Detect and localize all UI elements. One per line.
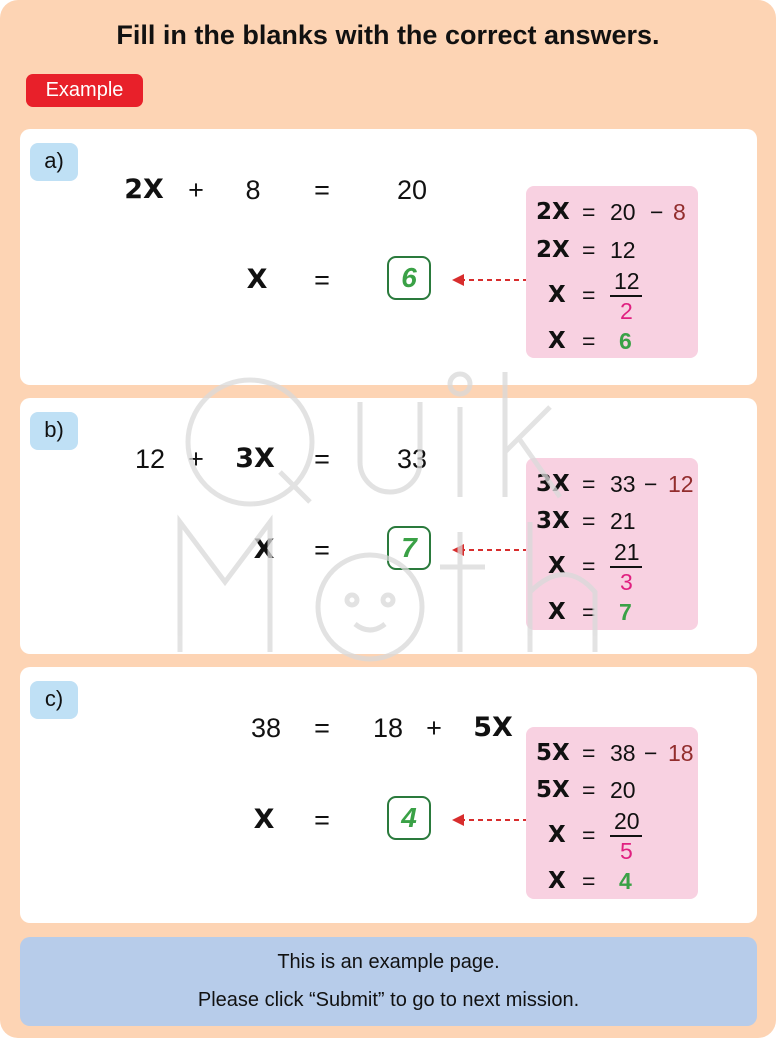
fraction-bar	[610, 295, 642, 297]
working-term: 38	[610, 740, 636, 766]
working-variable: X	[548, 868, 566, 894]
fraction-denominator: 3	[620, 569, 633, 595]
fraction-bar	[610, 835, 642, 837]
equation-term: 3X	[235, 443, 275, 474]
working-term: 12	[610, 237, 636, 263]
footer-line-1: This is an example page.	[277, 951, 500, 973]
fraction-bar	[610, 566, 642, 568]
working-panel	[526, 727, 698, 899]
fraction-numerator: 21	[614, 539, 640, 565]
working-operator: −	[650, 199, 664, 225]
problem-label: b)	[30, 412, 78, 450]
working-equals: =	[582, 599, 596, 625]
equation-term: 12	[134, 444, 166, 474]
working-equals: =	[582, 777, 596, 803]
working-term: 3X	[536, 508, 570, 534]
working-equals: =	[582, 553, 596, 579]
fraction-denominator: 2	[620, 298, 633, 324]
working-equals: =	[582, 868, 596, 894]
footer-line-2: Please click “Submit” to go to next mission.	[197, 989, 580, 1011]
problem-label: a)	[30, 143, 78, 181]
working-variable: X	[548, 822, 566, 848]
equation-term: 18	[372, 713, 404, 743]
working-operator: −	[644, 740, 658, 766]
working-panel	[526, 458, 698, 630]
working-equals: =	[582, 237, 596, 263]
example-badge: Example	[26, 74, 143, 107]
working-equals: =	[582, 199, 596, 225]
footer-notice	[20, 937, 757, 1026]
answer-equals: =	[314, 805, 330, 835]
answer-box[interactable]: 6	[387, 256, 431, 300]
equation-term: 20	[396, 175, 428, 205]
equation-equals: =	[314, 175, 330, 205]
working-term: 5X	[536, 777, 570, 803]
equation-equals: =	[314, 713, 330, 743]
working-result: 6	[619, 328, 632, 354]
working-variable: X	[548, 282, 566, 308]
answer-variable: X	[253, 534, 275, 565]
working-term: 2X	[536, 237, 570, 263]
answer-variable: X	[253, 804, 275, 835]
working-term: 33	[610, 471, 636, 497]
working-equals: =	[582, 822, 596, 848]
working-term: 5X	[536, 740, 570, 766]
fraction-numerator: 12	[614, 268, 640, 294]
working-term: 20	[610, 777, 636, 803]
fraction-numerator: 20	[614, 808, 640, 834]
equation-term: 8	[245, 175, 261, 205]
working-result: 7	[619, 599, 632, 625]
working-term: 20	[610, 199, 636, 225]
dashed-arrow-icon	[450, 813, 530, 827]
equation-operator: +	[188, 444, 204, 474]
equation-equals: =	[314, 444, 330, 474]
answer-box[interactable]: 7	[387, 526, 431, 570]
equation-operator: +	[426, 713, 442, 743]
answer-equals: =	[314, 535, 330, 565]
dashed-arrow-icon	[450, 543, 530, 557]
equation-term: 38	[250, 713, 282, 743]
working-result: 4	[619, 868, 632, 894]
working-variable: X	[548, 599, 566, 625]
problem-card-c	[20, 667, 757, 923]
fraction-denominator: 5	[620, 838, 633, 864]
working-equals: =	[582, 282, 596, 308]
answer-equals: =	[314, 265, 330, 295]
working-term: 3X	[536, 471, 570, 497]
working-equals: =	[582, 328, 596, 354]
problem-label: c)	[30, 681, 78, 719]
working-term: 21	[610, 508, 636, 534]
answer-box[interactable]: 4	[387, 796, 431, 840]
equation-operator: +	[188, 175, 204, 205]
working-equals: =	[582, 471, 596, 497]
dashed-arrow-icon	[450, 273, 530, 287]
working-variable: X	[548, 553, 566, 579]
page-title: Fill in the blanks with the correct answers.	[116, 20, 660, 50]
working-panel	[526, 186, 698, 358]
working-equals: =	[582, 740, 596, 766]
working-variable: X	[548, 328, 566, 354]
working-subtrahend: 18	[668, 740, 694, 766]
working-term: 2X	[536, 199, 570, 225]
equation-term: 33	[396, 444, 428, 474]
working-operator: −	[644, 471, 658, 497]
answer-variable: X	[246, 264, 268, 295]
working-subtrahend: 12	[668, 471, 694, 497]
working-subtrahend: 8	[673, 199, 686, 225]
problem-card-b	[20, 398, 757, 654]
problem-card-a	[20, 129, 757, 385]
equation-term: 2X	[124, 174, 164, 205]
equation-term: 5X	[473, 712, 513, 743]
working-equals: =	[582, 508, 596, 534]
